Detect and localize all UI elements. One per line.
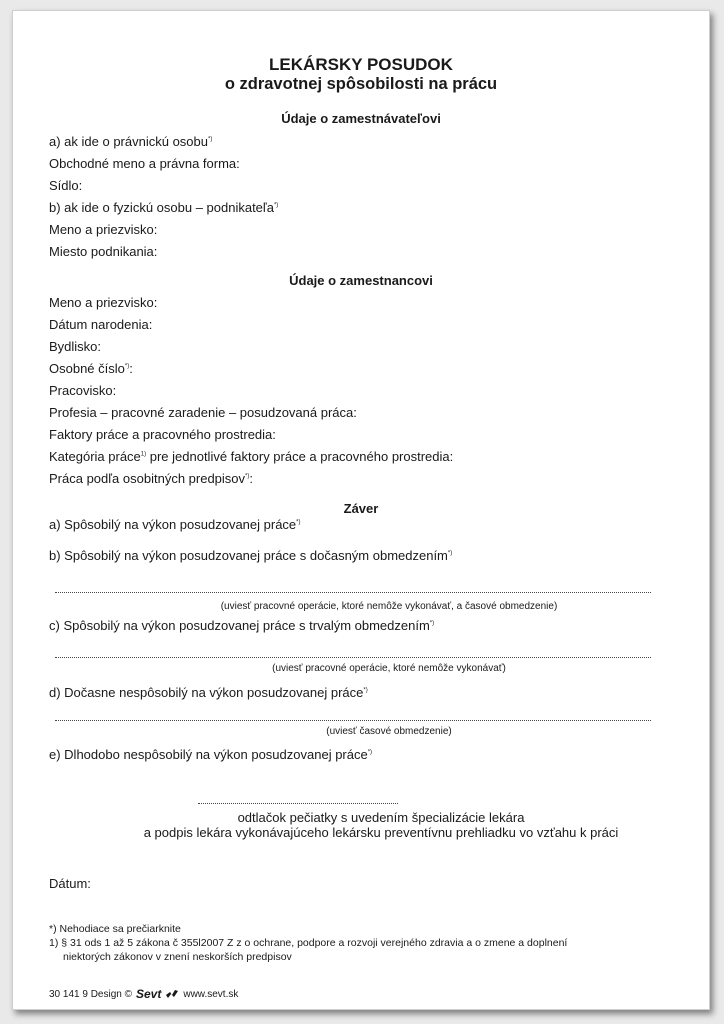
employee-workplace-label: Pracovisko: xyxy=(49,383,117,398)
conclusion-heading: Záver xyxy=(343,501,379,516)
footnote-star: *) Nehodiace sa prečiarknite xyxy=(49,923,181,935)
employer-natural-person: b) ak ide o fyzickú osobu – podnikateľa*) xyxy=(49,200,279,215)
sevt-logo: Sevt xyxy=(135,987,162,1001)
conclusion-option-a: a) Spôsobilý na výkon posudzovanej práce*) xyxy=(49,517,301,532)
employer-name-label: Meno a priezvisko: xyxy=(49,222,158,237)
signature-caption-line2: a podpis lekára vykonávajúceho lekársku preventívnu prehliadku vo vzťahu k práci xyxy=(143,825,619,840)
employee-special-regulations-label: Práca podľa osobitných predpisov*): xyxy=(49,471,253,486)
signature-caption-line1: odtlačok pečiatky s uvedením špecializácie lekára xyxy=(237,810,525,825)
form-subtitle: o zdravotnej spôsobilosti na prácu xyxy=(224,75,498,93)
bird-logo-icon xyxy=(165,989,179,999)
conclusion-option-d: d) Dočasne nespôsobilý na výkon posudzovanej práce*) xyxy=(49,685,368,700)
footer xyxy=(49,987,238,1001)
conclusion-d-note: (uviesť časové obmedzenie) xyxy=(326,726,452,737)
conclusion-option-b: b) Spôsobilý na výkon posudzovanej práce s dočasným obmedzením*) xyxy=(49,548,453,563)
employee-profession-label: Profesia – pracovné zaradenie – posudzovaná práca: xyxy=(49,405,357,420)
conclusion-d-dotted-line xyxy=(55,720,651,721)
employee-category-label: Kategória práce$^{1)}$ pre jednotlivé faktory práce a pracovného prostredia: xyxy=(49,449,454,464)
employee-birth-label: Dátum narodenia: xyxy=(49,317,153,332)
employee-name-label: Meno a priezvisko: xyxy=(49,295,158,310)
employee-factors-label: Faktory práce a pracovného prostredia: xyxy=(49,427,276,442)
employer-seat-label: Sídlo: xyxy=(49,178,83,193)
footnote-one-line1: 1) § 31 ods 1 až 5 zákona č 355l2007 Z z o ochrane, podpore a rozvoji verejného zdravia a o zmene a doplnení xyxy=(49,937,568,949)
employee-heading: Údaje o zamestnancovi xyxy=(289,273,433,288)
form-title: LEKÁRSKY POSUDOK xyxy=(269,55,453,74)
footer-url: www.sevt.sk xyxy=(183,988,239,1000)
signature-dotted-line xyxy=(198,803,398,804)
conclusion-option-e: e) Dlhodobo nespôsobilý na výkon posudzovanej práce*) xyxy=(49,747,373,762)
conclusion-c-dotted-line xyxy=(55,657,651,658)
employer-legal-person: a) ak ide o právnickú osobu*) xyxy=(49,134,213,149)
employer-place-label: Miesto podnikania: xyxy=(49,244,158,259)
footer-code: 30 141 9 Design © xyxy=(49,988,132,1000)
employee-residence-label: Bydlisko: xyxy=(49,339,102,354)
form-sheet xyxy=(12,10,710,1010)
conclusion-option-c: c) Spôsobilý na výkon posudzovanej práce s trvalým obmedzením*) xyxy=(49,618,435,633)
conclusion-b-dotted-line xyxy=(55,592,651,593)
conclusion-b-note: (uviesť pracovné operácie, ktoré nemôže vykonávať, a časové obmedzenie) xyxy=(220,601,558,612)
employee-personal-number-label: Osobné číslo*): xyxy=(49,361,133,376)
date-label: Dátum: xyxy=(49,876,91,891)
footnote-one-line2: niektorých zákonov v znení neskorších predpisov xyxy=(63,951,292,963)
employer-heading: Údaje o zamestnávateľovi xyxy=(281,111,441,126)
conclusion-c-note: (uviesť pracovné operácie, ktoré nemôže vykonávať) xyxy=(272,663,506,674)
employer-business-name-label: Obchodné meno a právna forma: xyxy=(49,156,240,171)
